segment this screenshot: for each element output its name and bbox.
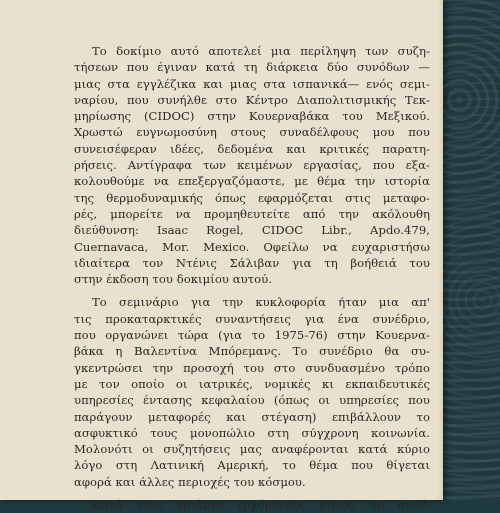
- text-line: Cuernavaca, Mor. Mexico. Οφείλω να ευχαριστήσω: [74, 239, 430, 254]
- text-line: γκεντρώσει την προσοχή του στο συνδυασμένο τρόπο: [74, 360, 430, 375]
- paragraph-3: [74, 497, 430, 513]
- page-text: [74, 43, 430, 513]
- text-line: ναρίου, που συνήλθε στο Κέντρο Διαπολιτισμικής Τεκ-: [74, 92, 430, 107]
- text-line: υπηρεσίες έντασης κεφαλαίου (όπως οι υπηρεσίες που: [74, 393, 430, 408]
- text-line: αφορά και άλλες περιοχές του κόσμου.: [74, 474, 306, 489]
- text-line: μηρίωσης (CIDOC) στην Κουερναβάκα του Μεξικού.: [74, 109, 430, 124]
- text-line: διεύθυνση: Isaac Rogel, CIDOC Libr., Apdo.479,: [74, 223, 430, 238]
- text-line: βάκα η Βαλεντίνα Μπόρεμανς. Το συνέδριο θα συ-: [74, 344, 430, 359]
- text-line: που οργανώνει τώρα (για το 1975-76) στην Κουερνα-: [74, 328, 430, 343]
- text-line: λόγο στη Λατινική Αμερική, το θέμα που θίγεται: [74, 458, 430, 473]
- text-line: στην έκδοση του δοκιμίου αυτού.: [74, 272, 272, 287]
- text-line: τήσεων που έγιναν κατά τη διάρκεια δύο συνόδων —: [74, 60, 430, 75]
- text-line: συνεισέφεραν ιδέες, δεδομένα και κριτικές παρατη-: [74, 141, 430, 156]
- text-line: της θερμοδυναμικής όπως εφαρμόζεται στις μεταφο-: [74, 190, 430, 205]
- text-line: με τον οποίο οι ιατρικές, νομικές κι εκπαιδευτικές: [74, 376, 430, 391]
- text-line: Μολονότι οι συζητήσεις μας αναφέρονται κατά κύριο: [74, 442, 430, 457]
- paragraph-2: [74, 294, 430, 490]
- text-line: κολουθούμε να επεξεργαζόμαστε, με θέμα την ιστορία: [74, 174, 430, 189]
- paragraph-spacer: [74, 490, 430, 497]
- text-line: παράγουν μεταφορές και στέγαση) επιβάλλουν το: [74, 409, 430, 424]
- text-line: ιδιαίτερα τον Ντένις Σάλιβαν για τη βοήθειά του: [74, 255, 430, 270]
- text-line: Κατά τους τριάντα ερχόμενους μήνες, το συνέ-: [92, 498, 430, 513]
- text-line: Χρωστώ ευγνωμοσύνη στους συναδέλφους μου που: [74, 125, 430, 140]
- paragraph-spacer: [74, 287, 430, 294]
- text-line: ασφυκτικό τους μονοπώλιο στη σύγχρονη κοινωνία.: [74, 425, 430, 440]
- text-line: Το δοκίμιο αυτό αποτελεί μια περίληψη των συζη-: [92, 44, 430, 58]
- text-line: ρές, μπορείτε να προμηθευτείτε από την ακόλουθη: [74, 206, 430, 221]
- paragraph-1: [74, 43, 430, 287]
- text-line: μιας στα εγγλέζικα και μιας στα ισπανικά— ενός σεμι-: [74, 76, 430, 91]
- text-line: ρήσεις. Αντίγραφα των κειμένων εργασίας, που εξα-: [74, 158, 430, 173]
- background-cloth: [442, 0, 500, 500]
- text-line: τις προκαταρκτικές συναντήσεις για ένα συνέδριο,: [74, 311, 430, 326]
- text-line: Το σεμινάριο για την κυκλοφορία ήταν μια απ': [92, 295, 430, 310]
